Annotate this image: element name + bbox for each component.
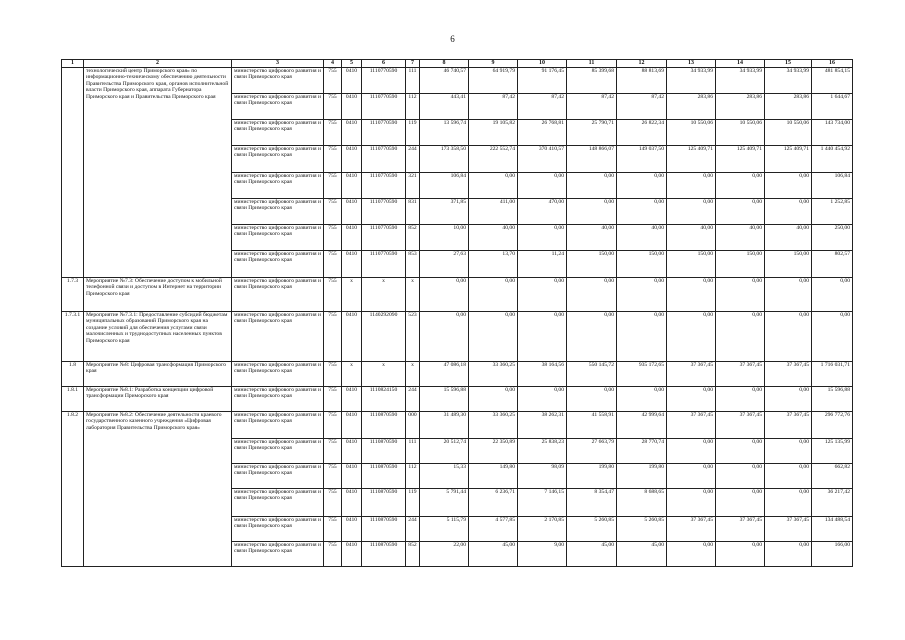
executor: министерство цифрового развития и связи Приморского края [232, 173, 324, 199]
amount-cell: 37 367,45 [667, 517, 716, 542]
amount-cell: 150,00 [765, 251, 812, 278]
expense-type-code: 244 [406, 517, 420, 542]
section-code: 0410 [342, 517, 362, 542]
amount-cell: 0,00 [765, 312, 812, 362]
amount-cell: 64 919,79 [469, 68, 518, 94]
target-article-code: 1110870590 [362, 439, 406, 464]
expense-type-code: 111 [406, 68, 420, 94]
amount-cell: 27,63 [420, 251, 469, 278]
amount-cell: 0,00 [469, 312, 518, 362]
amount-cell: 1 644,67 [812, 94, 853, 120]
amount-cell: 0,00 [667, 489, 716, 517]
grbs-code: 755 [324, 464, 342, 489]
row-number: 1.7.3.1 [62, 312, 84, 362]
amount-cell: 0,00 [765, 387, 812, 412]
column-header: 13 [667, 60, 716, 68]
executor: министерство цифрового развития и связи Приморского края [232, 439, 324, 464]
grbs-code: 755 [324, 225, 342, 251]
section-code: 0410 [342, 94, 362, 120]
amount-cell: 88 813,69 [617, 68, 667, 94]
grbs-code: 755 [324, 278, 342, 312]
amount-cell: 6 236,71 [469, 489, 518, 517]
amount-cell: 0,00 [716, 199, 765, 225]
amount-cell: 25 790,71 [567, 120, 617, 146]
amount-cell: 45,00 [567, 542, 617, 567]
amount-cell: 19 105,82 [469, 120, 518, 146]
expense-type-code: 853 [406, 251, 420, 278]
amount-cell: 935 172,65 [617, 362, 667, 387]
target-article-code: 1110870590 [362, 542, 406, 567]
amount-cell: 5 115,79 [420, 517, 469, 542]
amount-cell: 40,00 [716, 225, 765, 251]
amount-cell: 125 409,71 [765, 146, 812, 173]
section-code: 0410 [342, 489, 362, 517]
target-article-code: 1110770590 [362, 94, 406, 120]
executor: министерство цифрового развития и связи Приморского края [232, 146, 324, 173]
amount-cell: 662,82 [812, 464, 853, 489]
budget-table [61, 59, 853, 567]
amount-cell: 5 260,85 [617, 517, 667, 542]
grbs-code: 755 [324, 199, 342, 225]
executor: министерство цифрового развития и связи Приморского края [232, 120, 324, 146]
amount-cell: 0,00 [716, 439, 765, 464]
amount-cell: 34 933,99 [667, 68, 716, 94]
page-number: 6 [450, 34, 455, 44]
executor: министерство цифрового развития и связи Приморского края [232, 278, 324, 312]
amount-cell: 250,00 [812, 225, 853, 251]
executor: министерство цифрового развития и связи Приморского края [232, 464, 324, 489]
row-number: 1.7.3 [62, 278, 84, 312]
grbs-code: 755 [324, 362, 342, 387]
expense-type-code: 112 [406, 464, 420, 489]
amount-cell: 36 217,42 [812, 489, 853, 517]
expense-type-code: 119 [406, 489, 420, 517]
amount-cell: 22 350,89 [469, 439, 518, 464]
amount-cell: 0,00 [716, 542, 765, 567]
expense-type-code: 244 [406, 387, 420, 412]
amount-cell: 802,57 [812, 251, 853, 278]
amount-cell: 125 409,71 [716, 146, 765, 173]
amount-cell: 42 999,64 [617, 412, 667, 439]
amount-cell: 10 550,06 [716, 120, 765, 146]
grbs-code: 755 [324, 439, 342, 464]
grbs-code: 755 [324, 173, 342, 199]
target-article-code: 1110770590 [362, 251, 406, 278]
amount-cell: 22,00 [420, 542, 469, 567]
amount-cell: 11,24 [518, 251, 567, 278]
executor: министерство цифрового развития и связи Приморского края [232, 94, 324, 120]
amount-cell: 106,84 [420, 173, 469, 199]
amount-cell: 40,00 [667, 225, 716, 251]
section-code: 0410 [342, 120, 362, 146]
amount-cell: 0,00 [667, 173, 716, 199]
amount-cell: 0,00 [617, 199, 667, 225]
amount-cell: 0,00 [567, 278, 617, 312]
amount-cell: 0,00 [518, 173, 567, 199]
amount-cell: 47 086,18 [420, 362, 469, 387]
activity-name: Мероприятие №8.1: Разработка концепции цифровой трансформации Приморского края [84, 387, 232, 412]
section-code: x [342, 362, 362, 387]
target-article-code: 1140292090 [362, 312, 406, 362]
column-header: 12 [617, 60, 667, 68]
amount-cell: 0,00 [617, 387, 667, 412]
column-header: 2 [84, 60, 232, 68]
amount-cell: 10 550,06 [765, 120, 812, 146]
section-code: 0410 [342, 412, 362, 439]
executor: министерство цифрового развития и связи Приморского края [232, 312, 324, 362]
grbs-code: 755 [324, 120, 342, 146]
activity-name: Мероприятие №7.3.1: Предоставление субсидий бюджетам муниципальных образований Приморского края на создание условий для обеспечения услугами связи малочисленных и труднодоступных населенных пунктов Приморского края [84, 312, 232, 362]
amount-cell: 0,00 [765, 278, 812, 312]
amount-cell: 0,00 [617, 278, 667, 312]
section-code: x [342, 278, 362, 312]
executor: министерство цифрового развития и связи Приморского края [232, 387, 324, 412]
amount-cell: 15 596,88 [420, 387, 469, 412]
amount-cell: 5 260,85 [567, 517, 617, 542]
amount-cell: 37 367,45 [667, 412, 716, 439]
grbs-code: 755 [324, 68, 342, 94]
amount-cell: 0,00 [716, 173, 765, 199]
column-header: 1 [62, 60, 84, 68]
column-header: 3 [232, 60, 324, 68]
amount-cell: 443,41 [420, 94, 469, 120]
amount-cell: 0,00 [667, 464, 716, 489]
amount-cell: 550 145,72 [567, 362, 617, 387]
amount-cell: 40,00 [765, 225, 812, 251]
column-header: 5 [342, 60, 362, 68]
amount-cell: 0,00 [765, 199, 812, 225]
amount-cell: 150,00 [567, 251, 617, 278]
column-header: 11 [567, 60, 617, 68]
amount-cell: 37 367,45 [765, 412, 812, 439]
amount-cell: 149 037,50 [617, 146, 667, 173]
amount-cell: 370 410,57 [518, 146, 567, 173]
target-article-code: 1110770590 [362, 173, 406, 199]
amount-cell: 0,00 [469, 278, 518, 312]
grbs-code: 755 [324, 542, 342, 567]
amount-cell: 87,42 [469, 94, 518, 120]
amount-cell: 10,00 [420, 225, 469, 251]
amount-cell: 0,00 [567, 199, 617, 225]
amount-cell: 0,00 [765, 439, 812, 464]
amount-cell: 0,00 [518, 312, 567, 362]
expense-type-code: 523 [406, 312, 420, 362]
table-row [62, 387, 853, 412]
amount-cell: 199,80 [617, 464, 667, 489]
amount-cell: 45,00 [617, 542, 667, 567]
expense-type-code: 119 [406, 120, 420, 146]
amount-cell: 34 933,99 [765, 68, 812, 94]
amount-cell: 283,86 [765, 94, 812, 120]
amount-cell: 143 734,00 [812, 120, 853, 146]
executor: министерство цифрового развития и связи Приморского края [232, 251, 324, 278]
amount-cell: 283,86 [667, 94, 716, 120]
activity-name: Мероприятие №7.3: Обеспечение доступом к мобильной телефонной связи и доступом в Интернет на территории Приморского края [84, 278, 232, 312]
amount-cell: 0,00 [567, 312, 617, 362]
column-header: 16 [812, 60, 853, 68]
amount-cell: 0,00 [567, 387, 617, 412]
amount-cell: 150,00 [617, 251, 667, 278]
executor: министерство цифрового развития и связи Приморского края [232, 362, 324, 387]
target-article-code: 1110870590 [362, 464, 406, 489]
amount-cell: 26 768,81 [518, 120, 567, 146]
amount-cell: 40,00 [617, 225, 667, 251]
section-code: 0410 [342, 68, 362, 94]
section-code: 0410 [342, 439, 362, 464]
amount-cell: 37 367,45 [765, 362, 812, 387]
amount-cell: 37 367,45 [716, 517, 765, 542]
section-code: 0410 [342, 387, 362, 412]
column-header: 8 [420, 60, 469, 68]
executor: министерство цифрового развития и связи Приморского края [232, 489, 324, 517]
column-header: 4 [324, 60, 342, 68]
amount-cell: 0,00 [716, 312, 765, 362]
table-body [62, 60, 853, 567]
amount-cell: 34 933,99 [716, 68, 765, 94]
amount-cell: 106,84 [812, 173, 853, 199]
expense-type-code: 112 [406, 94, 420, 120]
amount-cell: 0,00 [667, 312, 716, 362]
column-header: 7 [406, 60, 420, 68]
target-article-code: 1110870590 [362, 517, 406, 542]
executor: министерство цифрового развития и связи Приморского края [232, 517, 324, 542]
grbs-code: 755 [324, 412, 342, 439]
expense-type-code: 321 [406, 173, 420, 199]
amount-cell: 1 252,85 [812, 199, 853, 225]
amount-cell: 148 866,07 [567, 146, 617, 173]
amount-cell: 37 367,45 [716, 412, 765, 439]
amount-cell: 199,80 [567, 464, 617, 489]
amount-cell: 33 360,25 [469, 412, 518, 439]
target-article-code: 1110824150 [362, 387, 406, 412]
amount-cell: 0,00 [420, 312, 469, 362]
section-code: 0410 [342, 225, 362, 251]
row-number: 1.8.1 [62, 387, 84, 412]
target-article-code: 1110770590 [362, 146, 406, 173]
amount-cell: 411,00 [469, 199, 518, 225]
row-number: 1.8.2 [62, 412, 84, 567]
target-article-code: 1110770590 [362, 225, 406, 251]
amount-cell: 40,00 [567, 225, 617, 251]
grbs-code: 755 [324, 94, 342, 120]
expense-type-code: 852 [406, 225, 420, 251]
amount-cell: 98,09 [518, 464, 567, 489]
amount-cell: 40,00 [469, 225, 518, 251]
table-row [62, 362, 853, 387]
column-header: 9 [469, 60, 518, 68]
amount-cell: 28 770,74 [617, 439, 667, 464]
amount-cell: 87,42 [567, 94, 617, 120]
amount-cell: 125 135,99 [812, 439, 853, 464]
amount-cell: 31 489,30 [420, 412, 469, 439]
amount-cell: 8 354,47 [567, 489, 617, 517]
amount-cell: 0,00 [518, 225, 567, 251]
target-article-code: 1110870590 [362, 489, 406, 517]
activity-name: Мероприятие №8.2: Обеспечение деятельности краевого государственного казенного учреждения «Цифровая лаборатория Правительства Приморского края» [84, 412, 232, 567]
amount-cell: 8 688,65 [617, 489, 667, 517]
table-row [62, 278, 853, 312]
amount-cell: 0,00 [812, 312, 853, 362]
amount-cell: 38 164,56 [518, 362, 567, 387]
column-header: 10 [518, 60, 567, 68]
amount-cell: 0,00 [765, 173, 812, 199]
amount-cell: 0,00 [518, 387, 567, 412]
amount-cell: 15 596,88 [812, 387, 853, 412]
amount-cell: 20 512,74 [420, 439, 469, 464]
row-number: 1.8 [62, 362, 84, 387]
executor: министерство цифрового развития и связи Приморского края [232, 225, 324, 251]
amount-cell: 470,00 [518, 199, 567, 225]
executor: министерство цифрового развития и связи Приморского края [232, 542, 324, 567]
target-article-code: 1110870590 [362, 412, 406, 439]
expense-type-code: 852 [406, 542, 420, 567]
amount-cell: 0,00 [716, 278, 765, 312]
amount-cell: 149,80 [469, 464, 518, 489]
amount-cell: 0,00 [469, 387, 518, 412]
amount-cell: 10 550,06 [667, 120, 716, 146]
amount-cell: 26 822,34 [617, 120, 667, 146]
amount-cell: 37 367,45 [667, 362, 716, 387]
expense-type-code: 000 [406, 412, 420, 439]
amount-cell: 222 552,74 [469, 146, 518, 173]
amount-cell: 0,00 [469, 173, 518, 199]
section-code: 0410 [342, 312, 362, 362]
amount-cell: 25 838,23 [518, 439, 567, 464]
executor: министерство цифрового развития и связи Приморского края [232, 412, 324, 439]
executor: министерство цифрового развития и связи Приморского края [232, 199, 324, 225]
amount-cell: 150,00 [716, 251, 765, 278]
grbs-code: 755 [324, 312, 342, 362]
expense-type-code: 244 [406, 146, 420, 173]
amount-cell: 87,42 [518, 94, 567, 120]
table-row [62, 312, 853, 362]
amount-cell: 0,00 [667, 278, 716, 312]
amount-cell: 0,00 [667, 199, 716, 225]
amount-cell: 0,00 [716, 489, 765, 517]
amount-cell: 481 854,15 [812, 68, 853, 94]
amount-cell: 5 791,44 [420, 489, 469, 517]
grbs-code: 755 [324, 387, 342, 412]
amount-cell: 150,00 [667, 251, 716, 278]
amount-cell: 0,00 [812, 278, 853, 312]
amount-cell: 13,70 [469, 251, 518, 278]
amount-cell: 4 577,85 [469, 517, 518, 542]
amount-cell: 296 772,76 [812, 412, 853, 439]
target-article-code: 1110770590 [362, 68, 406, 94]
expense-type-code: x [406, 278, 420, 312]
amount-cell: 0,00 [420, 278, 469, 312]
amount-cell: 0,00 [667, 439, 716, 464]
amount-cell: 0,00 [716, 464, 765, 489]
amount-cell: 166,00 [812, 542, 853, 567]
amount-cell: 0,00 [765, 464, 812, 489]
amount-cell: 33 360,25 [469, 362, 518, 387]
amount-cell: 46 740,57 [420, 68, 469, 94]
amount-cell: 134 488,54 [812, 517, 853, 542]
section-code: 0410 [342, 146, 362, 173]
amount-cell: 1 716 031,71 [812, 362, 853, 387]
amount-cell: 7 146,15 [518, 489, 567, 517]
amount-cell: 9,00 [518, 542, 567, 567]
amount-cell: 91 176,45 [518, 68, 567, 94]
amount-cell: 0,00 [765, 489, 812, 517]
amount-cell: 85 399,68 [567, 68, 617, 94]
section-code: 0410 [342, 173, 362, 199]
activity-name: технологический центр Приморского края» по информационно-техническому обеспечению деятельности Правительства Приморского края, органов исполнительной власти Приморского края, аппарата Губернатора Приморского края и Правительства Приморского края [84, 68, 232, 278]
amount-cell: 27 663,79 [567, 439, 617, 464]
section-code: 0410 [342, 199, 362, 225]
amount-cell: 0,00 [617, 173, 667, 199]
executor: министерство цифрового развития и связи Приморского края [232, 68, 324, 94]
amount-cell: 1 440 454,92 [812, 146, 853, 173]
amount-cell: 0,00 [617, 312, 667, 362]
section-code: 0410 [342, 464, 362, 489]
amount-cell: 2 170,85 [518, 517, 567, 542]
column-header: 15 [765, 60, 812, 68]
amount-cell: 37 367,45 [765, 517, 812, 542]
section-code: 0410 [342, 542, 362, 567]
expense-type-code: 111 [406, 439, 420, 464]
amount-cell: 38 262,31 [518, 412, 567, 439]
target-article-code: 1110770590 [362, 199, 406, 225]
amount-cell: 0,00 [716, 387, 765, 412]
table-row [62, 412, 853, 439]
grbs-code: 755 [324, 489, 342, 517]
column-header: 6 [362, 60, 406, 68]
header-row [62, 60, 853, 68]
target-article-code: x [362, 362, 406, 387]
grbs-code: 755 [324, 146, 342, 173]
target-article-code: x [362, 278, 406, 312]
grbs-code: 755 [324, 251, 342, 278]
amount-cell: 283,86 [716, 94, 765, 120]
amount-cell: 0,00 [765, 542, 812, 567]
section-code: 0410 [342, 251, 362, 278]
amount-cell: 125 409,71 [667, 146, 716, 173]
amount-cell: 0,00 [518, 278, 567, 312]
amount-cell: 15,33 [420, 464, 469, 489]
target-article-code: 1110770590 [362, 120, 406, 146]
amount-cell: 0,00 [667, 387, 716, 412]
row-number [62, 68, 84, 278]
grbs-code: 755 [324, 517, 342, 542]
amount-cell: 0,00 [667, 542, 716, 567]
amount-cell: 371,85 [420, 199, 469, 225]
table-row [62, 68, 853, 94]
activity-name: Мероприятие №8: Цифровая трансформация Приморского края [84, 362, 232, 387]
amount-cell: 45,00 [469, 542, 518, 567]
amount-cell: 87,42 [617, 94, 667, 120]
amount-cell: 13 596,74 [420, 120, 469, 146]
amount-cell: 37 367,45 [716, 362, 765, 387]
expense-type-code: 831 [406, 199, 420, 225]
amount-cell: 173 358,50 [420, 146, 469, 173]
expense-type-code: x [406, 362, 420, 387]
column-header: 14 [716, 60, 765, 68]
amount-cell: 0,00 [567, 173, 617, 199]
amount-cell: 41 558,91 [567, 412, 617, 439]
